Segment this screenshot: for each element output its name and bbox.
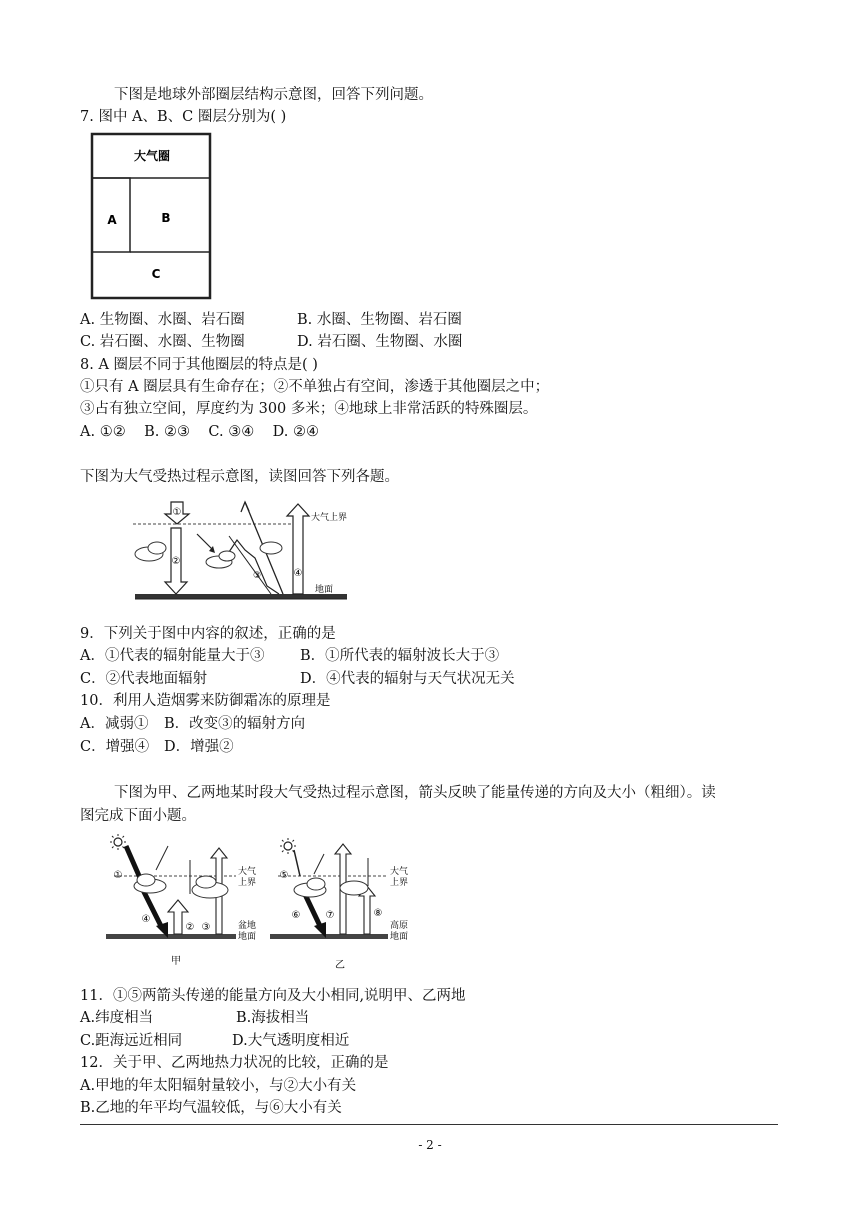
q12-stem: 12．关于甲、乙两地热力状况的比较，正确的是	[80, 1055, 389, 1071]
q11-option-a: A.纬度相当	[80, 1010, 154, 1026]
yi-label-5: ⑤	[279, 870, 289, 881]
q9-option-c: C．②代表地面辐射	[80, 671, 208, 687]
figure-jia	[106, 834, 266, 970]
q10-option-a: A．减弱①	[80, 716, 149, 732]
yi-label-top2: 上界	[390, 878, 409, 888]
q10-option-c: C．增强④	[80, 739, 150, 755]
yi-label-7: ⑦	[325, 910, 335, 921]
section1-intro: 下图是地球外部圈层结构示意图，回答下列问题。	[114, 87, 433, 103]
q11-option-b: B.海拔相当	[236, 1010, 310, 1026]
sphere-label-a: A	[107, 213, 117, 227]
jia-caption: 甲	[171, 956, 181, 967]
page-number: - 2 -	[418, 1138, 442, 1152]
q12-option-b: B.乙地的年平均气温较低，与⑥大小有关	[80, 1100, 342, 1116]
sphere-label-atmosphere: 大气圈	[133, 149, 171, 163]
q12-option-a: A.甲地的年太阳辐射量较小，与②大小有关	[80, 1078, 357, 1094]
earth-spheres-diagram	[90, 132, 212, 300]
section3-intro-line1: 下图为甲、乙两地某时段大气受热过程示意图，箭头反映了能量传递的方向及大小（粗细）。读	[114, 785, 716, 801]
heating-label-2: ②	[171, 556, 181, 567]
q8-statement-line2: ③占有独立空间，厚度约为 300 多米；④地球上非常活跃的特殊圈层。	[80, 401, 538, 417]
yi-label-8: ⑧	[373, 908, 383, 919]
q11-stem: 11．①⑤两箭头传递的能量方向及大小相同,说明甲、乙两地	[80, 988, 466, 1004]
q10-option-d: D．增强②	[164, 739, 234, 755]
q11-option-c: C.距海远近相同	[80, 1033, 183, 1049]
q8-stem: 8. A 圈层不同于其他圈层的特点是( )	[80, 357, 318, 373]
q9-option-b: B．①所代表的辐射波长大于③	[300, 648, 500, 664]
section3-intro-line2: 图完成下面小题。	[80, 808, 196, 824]
q7-option-d: D. 岩石圈、生物圈、水圈	[297, 334, 463, 350]
jia-label-1: ①	[113, 870, 123, 881]
q8-statement-line1: ①只有 A 圈层具有生命存在；②不单独占有空间，渗透于其他圈层之中；	[80, 379, 550, 395]
sun-icon	[114, 838, 122, 846]
atmospheric-heating-diagram	[133, 498, 353, 606]
section2-intro: 下图为大气受热过程示意图，读图回答下列各题。	[80, 469, 399, 485]
q9-stem: 9．下列关于图中内容的叙述，正确的是	[80, 626, 336, 642]
jia-label-top1: 大气	[238, 867, 257, 877]
heating-label-1: ①	[172, 507, 182, 518]
q11-option-d: D.大气透明度相近	[232, 1033, 350, 1049]
q9-option-d: D．④代表的辐射与天气状况无关	[300, 671, 515, 687]
jia-label-4: ④	[141, 914, 151, 925]
heating-label-3: ③	[252, 571, 262, 581]
sun-icon	[284, 842, 292, 850]
q9-option-a: A．①代表的辐射能量大于③	[80, 648, 265, 664]
footer-divider	[80, 1124, 778, 1125]
q8-options: A. ①② B. ②③ C. ③④ D. ②④	[80, 424, 319, 440]
jia-label-top2: 上界	[238, 878, 257, 888]
yi-label-ground1: 高原	[390, 921, 409, 931]
q7-option-a: A. 生物圈、水圈、岩石圈	[80, 312, 245, 328]
jia-label-ground2: 地面	[238, 932, 257, 942]
q7-stem: 7. 图中 A、B、C 圈层分别为( )	[80, 109, 287, 125]
jia-label-ground1: 盆地	[238, 921, 257, 931]
q10-stem: 10．利用人造烟雾来防御霜冻的原理是	[80, 693, 331, 709]
heating-label-4: ④	[293, 568, 303, 579]
yi-caption: 乙	[335, 960, 345, 970]
yi-label-6: ⑥	[291, 910, 301, 921]
jia-label-3: ③	[201, 922, 211, 933]
q7-option-b: B. 水圈、生物圈、岩石圈	[297, 312, 462, 328]
heating-label-top: 大气上界	[311, 513, 348, 523]
q10-option-b: B．改变③的辐射方向	[164, 716, 306, 732]
figure-yi	[270, 834, 430, 970]
q7-option-c: C. 岩石圈、水圈、生物圈	[80, 334, 245, 350]
yi-label-ground2: 地面	[390, 932, 409, 942]
sphere-label-b: B	[161, 211, 171, 225]
yi-label-top1: 大气	[390, 867, 409, 877]
jia-label-2: ②	[185, 922, 195, 933]
heating-label-ground: 地面	[315, 585, 334, 595]
sphere-label-c: C	[151, 267, 161, 281]
